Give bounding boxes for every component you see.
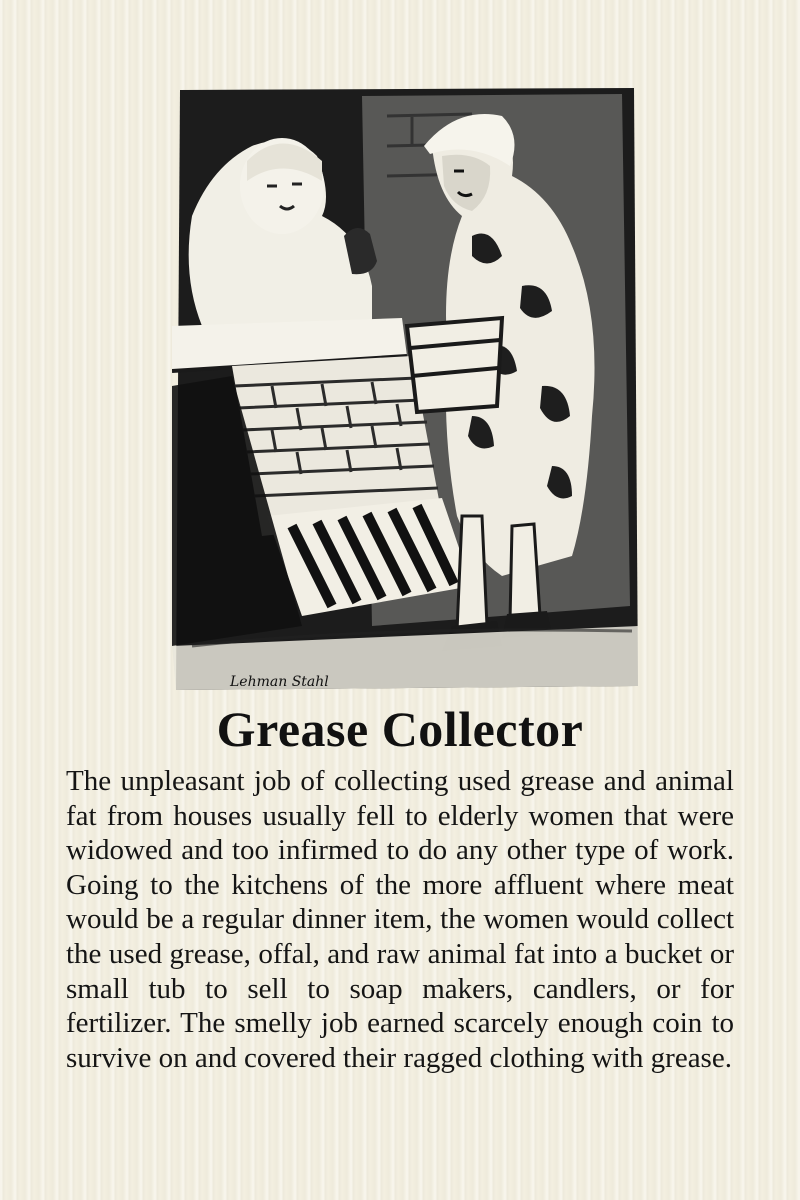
page-title: Grease Collector xyxy=(216,701,584,757)
body-paragraph: The unpleasant job of collecting used grease and animal fat from houses usually fell to elderly women that were widowed and too infirmed to do any other type of work. Going to the kitchens of the more affluent where meat would be a regular dinner item, the women would collect the used grease, offal, and raw animal fat into a bucket or small tub to sell to soap makers, candlers, or for fertilizer. The smelly job earned scarcely enough coin to survive on and covered their ragged clothing with grease. xyxy=(66,765,734,1074)
artist-signature: Lehman Stahl xyxy=(230,674,329,690)
ink-illustration xyxy=(172,86,640,694)
